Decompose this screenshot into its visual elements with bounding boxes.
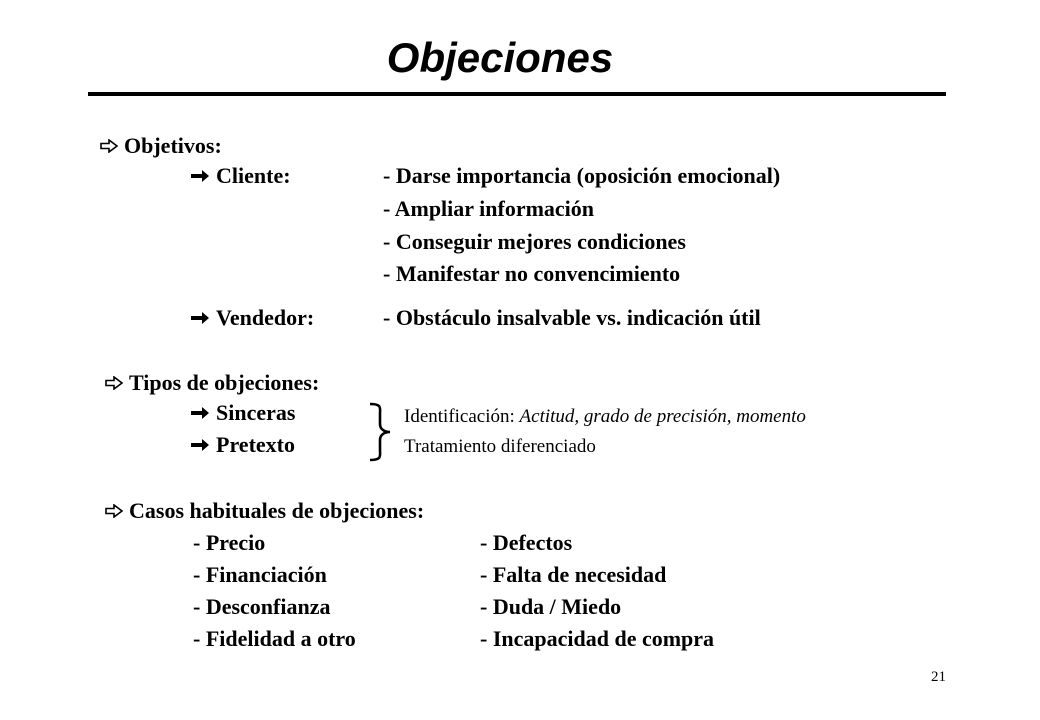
tipo-item bbox=[190, 400, 295, 426]
cliente-item: - Manifestar no convencimiento bbox=[383, 261, 681, 286]
caso-item: - Incapacidad de compra bbox=[480, 626, 715, 651]
caso-item: - Precio bbox=[193, 530, 266, 555]
solid-right-arrow-icon bbox=[190, 305, 216, 331]
caso-item: - Defectos bbox=[480, 530, 573, 555]
curly-brace-icon bbox=[366, 402, 396, 462]
tratamiento-note: Tratamiento diferenciado bbox=[404, 436, 596, 457]
cliente-item: - Conseguir mejores condiciones bbox=[383, 229, 686, 254]
cliente-label-row bbox=[190, 163, 291, 189]
identificacion-note bbox=[404, 405, 806, 429]
solid-right-arrow-icon bbox=[190, 432, 216, 458]
objetivos-heading: Objetivos: bbox=[124, 133, 222, 158]
vendedor-label-row bbox=[190, 305, 314, 331]
note-prefix: Identificación: bbox=[404, 406, 520, 427]
section-objetivos bbox=[100, 133, 222, 159]
vendedor-label: Vendedor: bbox=[216, 305, 315, 330]
page-number: 21 bbox=[931, 669, 946, 685]
tipo-item bbox=[190, 432, 295, 458]
section-tipos bbox=[105, 370, 319, 396]
cliente-item: - Darse importancia (oposición emocional) bbox=[383, 163, 781, 188]
cliente-item: - Ampliar información bbox=[383, 196, 595, 221]
solid-right-arrow-icon bbox=[190, 400, 216, 426]
slide-title: Objeciones bbox=[386, 34, 614, 81]
title-divider bbox=[88, 92, 946, 96]
caso-item: - Fidelidad a otro bbox=[193, 626, 356, 651]
section-casos bbox=[105, 498, 424, 524]
casos-heading: Casos habituales de objeciones: bbox=[129, 498, 425, 523]
caso-item: - Financiación bbox=[193, 562, 327, 587]
caso-item: - Falta de necesidad bbox=[480, 562, 667, 587]
cliente-label: Cliente: bbox=[216, 163, 291, 188]
tipos-heading: Tipos de objeciones: bbox=[129, 370, 320, 395]
outline-right-arrow-icon bbox=[105, 370, 129, 396]
tipo-label: Pretexto bbox=[216, 432, 295, 457]
vendedor-item: - Obstáculo insalvable vs. indicación útil bbox=[383, 305, 761, 330]
note-italic: Actitud, grado de precisión, momento bbox=[519, 406, 806, 427]
caso-item: - Duda / Miedo bbox=[480, 594, 622, 619]
caso-item: - Desconfianza bbox=[193, 594, 331, 619]
solid-right-arrow-icon bbox=[190, 163, 216, 189]
outline-right-arrow-icon bbox=[100, 133, 124, 159]
tipo-label: Sinceras bbox=[216, 400, 296, 425]
outline-right-arrow-icon bbox=[105, 498, 129, 524]
